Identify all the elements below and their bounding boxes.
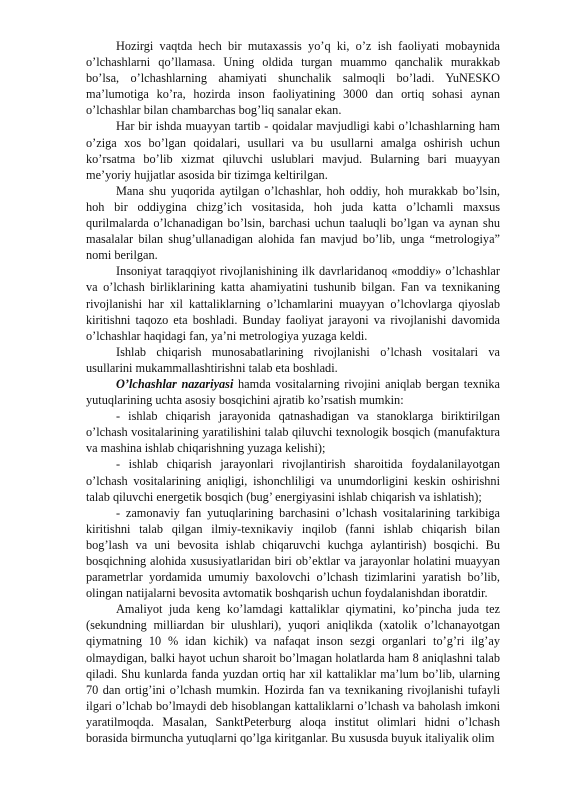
paragraph: Hozirgi vaqtda hech bir mutaxassis yo’q ki, o’z ish faoliyati mobaynida o’lchashlarni qo’llamasa. Uning oldida turgan muammo qanchalik murakkab bo’lsa, o’lchashlarning ahamiyati shunchalik salmoqli bo’ladi. YuNESKO ma’lumotiga ko’ra, hozirda inson faoliyatining 3000 dan ortiq sohasi aynan o’lchashlar bilan chambarchas bog’liq sanalar ekan.	[86, 39, 500, 118]
list-item: - zamonaviy fan yutuqlarining barchasini o’lchash vositalarining tarkibiga kiritishni talab qilgan ilmiy-texnikaviy inqilob (fanni ishlab chiqarish bilan bog’lash va uni bevosita ishlab chiqaruvchi kuchga aylantirish) bosqichi. Bu bosqichning alohida xususiyatlaridan biri ob’ektlar va jarayonlar holatini muayyan parametrlar yordamida umumiy baxolovchi o’lchash tizimlarini yaratish bo’lib, olingan natijalarni bevosita avtomatik boshqarish uchun foydalanishdan iboratdir.	[86, 505, 500, 601]
paragraph: Ishlab chiqarish munosabatlarining rivojlanishi o’lchash vositalari va usullarini mukammallashtirishni talab eta boshladi.	[86, 344, 500, 375]
document-page	[86, 38, 500, 746]
paragraph	[86, 376, 500, 408]
emphasized-term: O’lchashlar nazariyasi	[116, 376, 234, 391]
list-item: - ishlab chiqarish jarayonlari rivojlantirish sharoitida foydalanilayotgan o’lchash vositalarining aniqligi, ishonchliligi va unumdorligini keskin oshirishni talab qiluvchi energetik bosqich (bug’ energiyasini ishlab chiqarish va ishlatish);	[86, 457, 500, 504]
list-item: - ishlab chiqarish jarayonida qatnashadigan va stanoklarga biriktirilgan o’lchash vositalarining yaratilishini talab qiluvchi texnologik bosqich (manufaktura va mashina ishlab chiqarishning yuzaga kelishi);	[86, 409, 500, 456]
paragraph: Amaliyot juda keng ko’lamdagi kattaliklar qiymatini, ko’pincha juda tez (sekundning milliardan bir ulushlari), yuqori aniqlikda (xatolik o’lchanayotgan qiymatning 10 % idan kichik) va nafaqat inson sezgi organlari to’g’ri ilg’ay olmaydigan, balki hayot uchun sharoit bo’lmagan holatlarda ham 8 aniqlashni talab qiladi. Shu kunlarda fanda yuzdan ortiq har xil kattaliklar ma’lum bo’lib, ularning 70 dan ortig’ini o’lchash mumkin. Hozirda fan va texnikaning rivojlanishi tufayli ilgari o’lchab bo’lmaydi deb hisoblangan kattaliklarni o’lchash va baholash imkoni yaratilmoqda. Masalan, SanktPeterburg aloqa institut olimlari hidni o’lchash borasida birmuncha yutuqlarni qo’lga kiritganlar. Bu xususda buyuk italiyalik olim	[86, 602, 500, 746]
paragraph-text: hamda vositalarning rivojini aniqlab bergan texnika yutuqlarining uchta asosiy bosqichini ajratib ko’rsatish mumkin:	[86, 376, 500, 408]
paragraph: Mana shu yuqorida aytilgan o’lchashlar, hoh oddiy, hoh murakkab bo’lsin, hoh bir oddiygina chizg’ich vositasida, hoh juda katta o’lchamli maxsus qurilmalarda o’lchanadigan bo’lsin, barchasi uchun taaluqli bo’lgan va aynan shu masalalar bilan shug’ullanadigan alohida fan mavjud bo’lib, unga “metrologiya” nomi berilgan.	[86, 183, 500, 263]
paragraph: Har bir ishda muayyan tartib - qoidalar mavjudligi kabi o’lchashlarning ham o’ziga xos bo’lgan qoidalari, usullari va bu usullarni amalga oshirish uchun ko’rsatma bo’lib xizmat qiluvchi uslublari mavjud. Bularning bari muayyan me’yoriy hujjatlar asosida bir tizimga keltirilgan.	[86, 119, 500, 182]
paragraph: Insoniyat taraqqiyot rivojlanishining ilk davrlaridanoq «moddiy» o’lchashlar va o’lchash birliklarining katta ahamiyatini tushunib bilgan. Fan va texnikaning rivojlanishi har xil kattaliklarning o’lchamlarini muayyan o’lchovlarga qiyoslab kiritishni taqozo eta boshladi. Bunday faoliyat jarayoni va rivojlanishi davomida o’lchashlar haqidagi fan, ya’ni metrologiya yuzaga keldi.	[86, 264, 500, 343]
